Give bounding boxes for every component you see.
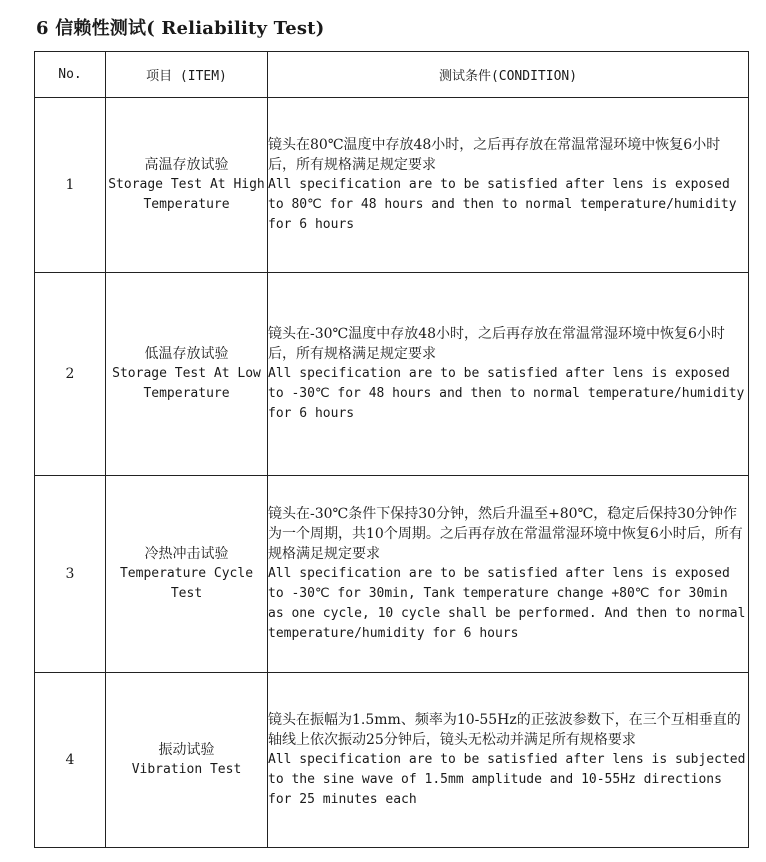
item-name-zh: 低温存放试验 <box>144 346 229 362</box>
item-cell <box>106 673 268 848</box>
item-name-en: Storage Test At High Temperature <box>108 177 265 212</box>
condition-en: All specification are to be satisfied after lens is exposed to -30℃ for 48 hours and then to normal temperature/humidity for 6 hours <box>268 366 745 421</box>
condition-zh: 镜头在-30℃条件下保持30分钟，然后升温至+80℃，稳定后保持30分钟作为一个周期，共10个周期。之后再存放在常温常湿环境中恢复6小时后，所有规格满足规定要求 <box>268 506 743 562</box>
header-condition: 测试条件(CONDITION) <box>268 52 749 98</box>
condition-en: All specification are to be satisfied after lens is subjected to the sine wave of 1.5mm amplitude and 10-55Hz directions for 25 minutes each <box>268 752 746 807</box>
condition-cell <box>268 476 749 673</box>
item-name-zh: 高温存放试验 <box>144 157 229 173</box>
table-row <box>35 476 749 673</box>
item-name-en: Vibration Test <box>131 762 242 777</box>
condition-cell <box>268 673 749 848</box>
condition-cell <box>268 273 749 476</box>
header-item: 项目 (ITEM) <box>106 52 268 98</box>
table-header-row <box>35 52 749 98</box>
section-title: 6 信赖性测试( Reliability Test) <box>36 18 325 39</box>
row-number: 1 <box>35 98 106 273</box>
condition-en: All specification are to be satisfied after lens is exposed to -30℃ for 30min, Tank temperature change +80℃ for 30min as one cycle, 10 cycle shall be performed. And then to normal temperature/humidity for 6 hours <box>268 566 746 641</box>
condition-zh: 镜头在80℃温度中存放48小时，之后再存放在常温常湿环境中恢复6小时后，所有规格满足规定要求 <box>268 137 721 173</box>
table-row <box>35 98 749 273</box>
table-row <box>35 673 749 848</box>
item-cell <box>106 98 268 273</box>
header-no: No. <box>35 52 106 98</box>
table-row <box>35 273 749 476</box>
condition-cell <box>268 98 749 273</box>
item-name-zh: 振动试验 <box>158 742 215 758</box>
row-number: 3 <box>35 476 106 673</box>
condition-en: All specification are to be satisfied after lens is exposed to 80℃ for 48 hours and then to normal temperature/humidity for 6 hours <box>268 177 737 232</box>
row-number: 4 <box>35 673 106 848</box>
condition-zh: 镜头在振幅为1.5mm、频率为10-55Hz的正弦波参数下，在三个互相垂直的轴线上依次振动25分钟后，镜头无松动并满足所有规格要求 <box>268 712 741 748</box>
item-name-zh: 冷热冲击试验 <box>144 546 229 562</box>
item-name-en: Storage Test At Low Temperature <box>112 366 261 401</box>
item-cell <box>106 476 268 673</box>
item-name-en: Temperature Cycle Test <box>119 566 254 601</box>
item-cell <box>106 273 268 476</box>
reliability-test-table <box>34 51 749 848</box>
row-number: 2 <box>35 273 106 476</box>
condition-zh: 镜头在-30℃温度中存放48小时，之后再存放在常温常湿环境中恢复6小时后，所有规格满足规定要求 <box>268 326 725 362</box>
